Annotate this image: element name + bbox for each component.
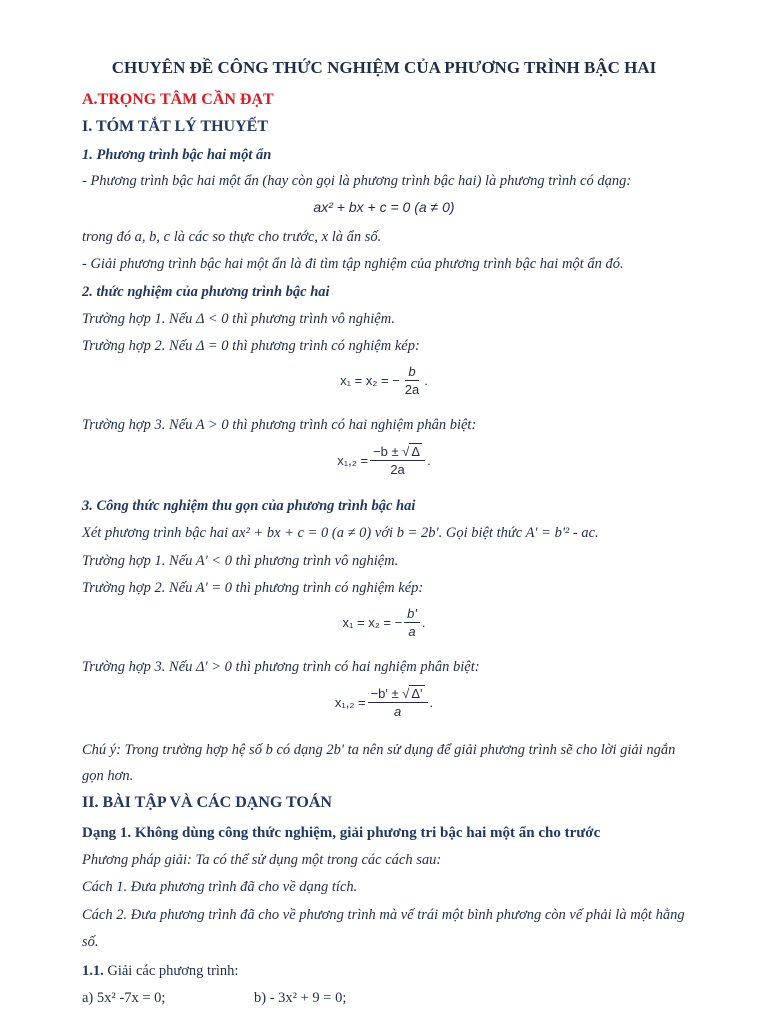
fraction xyxy=(404,606,420,641)
section-1-heading: I. TÓM TẮT LÝ THUYẾT xyxy=(82,118,268,135)
formula-lhs: x₁,₂ = xyxy=(334,694,366,710)
type-1-heading: Dạng 1. Không dùng công thức nghiệm, giải phương tri bậc hai một ẩn cho trước xyxy=(82,825,601,841)
section-a-heading: A.TRỌNG TÂM CẦN ĐẠT xyxy=(82,91,274,108)
formula-double-root xyxy=(0,364,768,399)
fraction-numerator: b xyxy=(405,364,418,381)
equation-general-form: ax² + bx + c = 0 (a ≠ 0) xyxy=(313,199,455,215)
paragraph-reduced-discriminant: Xét phương trình bậc hai ax² + bx + c = 0 (a ≠ 0) với b = 2b'. Gọi biệt thức A' = b'² - ac. xyxy=(82,525,599,541)
fraction xyxy=(402,364,422,399)
subsection-2-heading: 2. thức nghiệm của phương trình bậc hai xyxy=(82,284,330,300)
fraction-denominator: 2a xyxy=(390,462,405,477)
fraction xyxy=(368,686,428,721)
exercise-heading xyxy=(82,961,728,981)
case-1-text: Trường hợp 1. Nếu Δ < 0 thì phương trình vô nghiệm. xyxy=(82,311,395,327)
method-2-line-2: số. xyxy=(82,934,99,950)
fraction-numerator: b' xyxy=(404,606,420,623)
method-2-line-1: Cách 2. Đưa phương trình đã cho về phương trình mà vế trái một bình phương còn vế phải là một hằng xyxy=(82,907,685,923)
subsection-3-heading: 3. Công thức nghiệm thu gọn của phương trình bậc hai xyxy=(82,498,416,514)
paragraph-solving: - Giải phương trình bậc hai một ẩn là đi tìm tập nghiệm của phương trình bậc hai một ẩn đó. xyxy=(82,256,624,272)
sqrt-radicand: Δ xyxy=(411,444,421,459)
sqrt-radicand: Δ' xyxy=(411,686,423,701)
page-title: CHUYÊN ĐỀ CÔNG THỨC NGHIỆM CỦA PHƯƠNG TRÌNH BẬC HAI xyxy=(111,58,657,77)
section-2-heading: II. BÀI TẬP VÀ CÁC DẠNG TOÁN xyxy=(82,794,332,811)
paragraph-definition: - Phương trình bậc hai một ẩn (hay còn gọi là phương trình bậc hai) là phương trình có dạng: xyxy=(82,173,632,189)
method-intro: Phương pháp giải: Ta có thể sử dụng một trong các cách sau: xyxy=(82,852,442,868)
formula-lhs: x₁ = x₂ = − xyxy=(340,372,400,388)
reduced-case-1-text: Trường hợp 1. Nếu A' < 0 thì phương trình vô nghiệm. xyxy=(82,553,399,569)
formula-tail: . xyxy=(429,694,434,710)
formula-lhs: x₁ = x₂ = − xyxy=(342,614,403,630)
note-line-2: gọn hơn. xyxy=(82,768,134,784)
fraction-denominator: 2a xyxy=(404,382,420,397)
fraction xyxy=(370,444,425,479)
exercise-b: b) - 3x² + 9 = 0; xyxy=(254,990,347,1006)
formula-tail: . xyxy=(421,614,426,630)
formula-tail: . xyxy=(427,452,431,468)
fraction-denominator: a xyxy=(408,624,416,639)
exercise-a: a) 5x² -7x = 0; xyxy=(82,990,166,1006)
case-2-text: Trường hợp 2. Nếu Δ = 0 thì phương trình có nghiệm kép: xyxy=(82,338,420,354)
formula-tail: . xyxy=(424,372,428,388)
reduced-case-2-text: Trường hợp 2. Nếu A' = 0 thì phương trình có nghiệm kép: xyxy=(82,580,424,596)
case-3-text: Trường hợp 3. Nếu A > 0 thì phương trình có hai nghiệm phân biệt: xyxy=(82,417,477,433)
method-1: Cách 1. Đưa phương trình đã cho về dạng tích. xyxy=(82,879,358,895)
numerator-part: −b' ± √ xyxy=(370,686,410,701)
reduced-case-3-text: Trường hợp 3. Nếu Δ' > 0 thì phương trình có hai nghiệm phân biệt: xyxy=(82,659,480,675)
formula-reduced-two-roots xyxy=(0,686,768,721)
formula-lhs: x₁,₂ = xyxy=(337,452,369,468)
exercise-number: 1.1. xyxy=(82,963,104,979)
fraction-numerator xyxy=(368,686,428,703)
exercise-items xyxy=(82,988,728,1008)
formula-reduced-double-root xyxy=(0,606,768,641)
fraction-numerator xyxy=(370,444,425,461)
note-line-1: Chú ý: Trong trường hợp hệ số b có dạng 2b' ta nên sử dụng để giải phương trình sẽ cho lời giải ngắn xyxy=(82,742,676,758)
exercise-label: Giải các phương trình: xyxy=(103,963,239,979)
formula-two-roots xyxy=(0,444,768,479)
subsection-1-heading: 1. Phương trình bậc hai một ẩn xyxy=(82,147,272,163)
paragraph-coefficients: trong đó a, b, c là các so thực cho trước, x là ẩn số. xyxy=(82,229,382,245)
fraction-denominator: a xyxy=(393,704,402,719)
numerator-part: −b ± √ xyxy=(373,444,410,459)
